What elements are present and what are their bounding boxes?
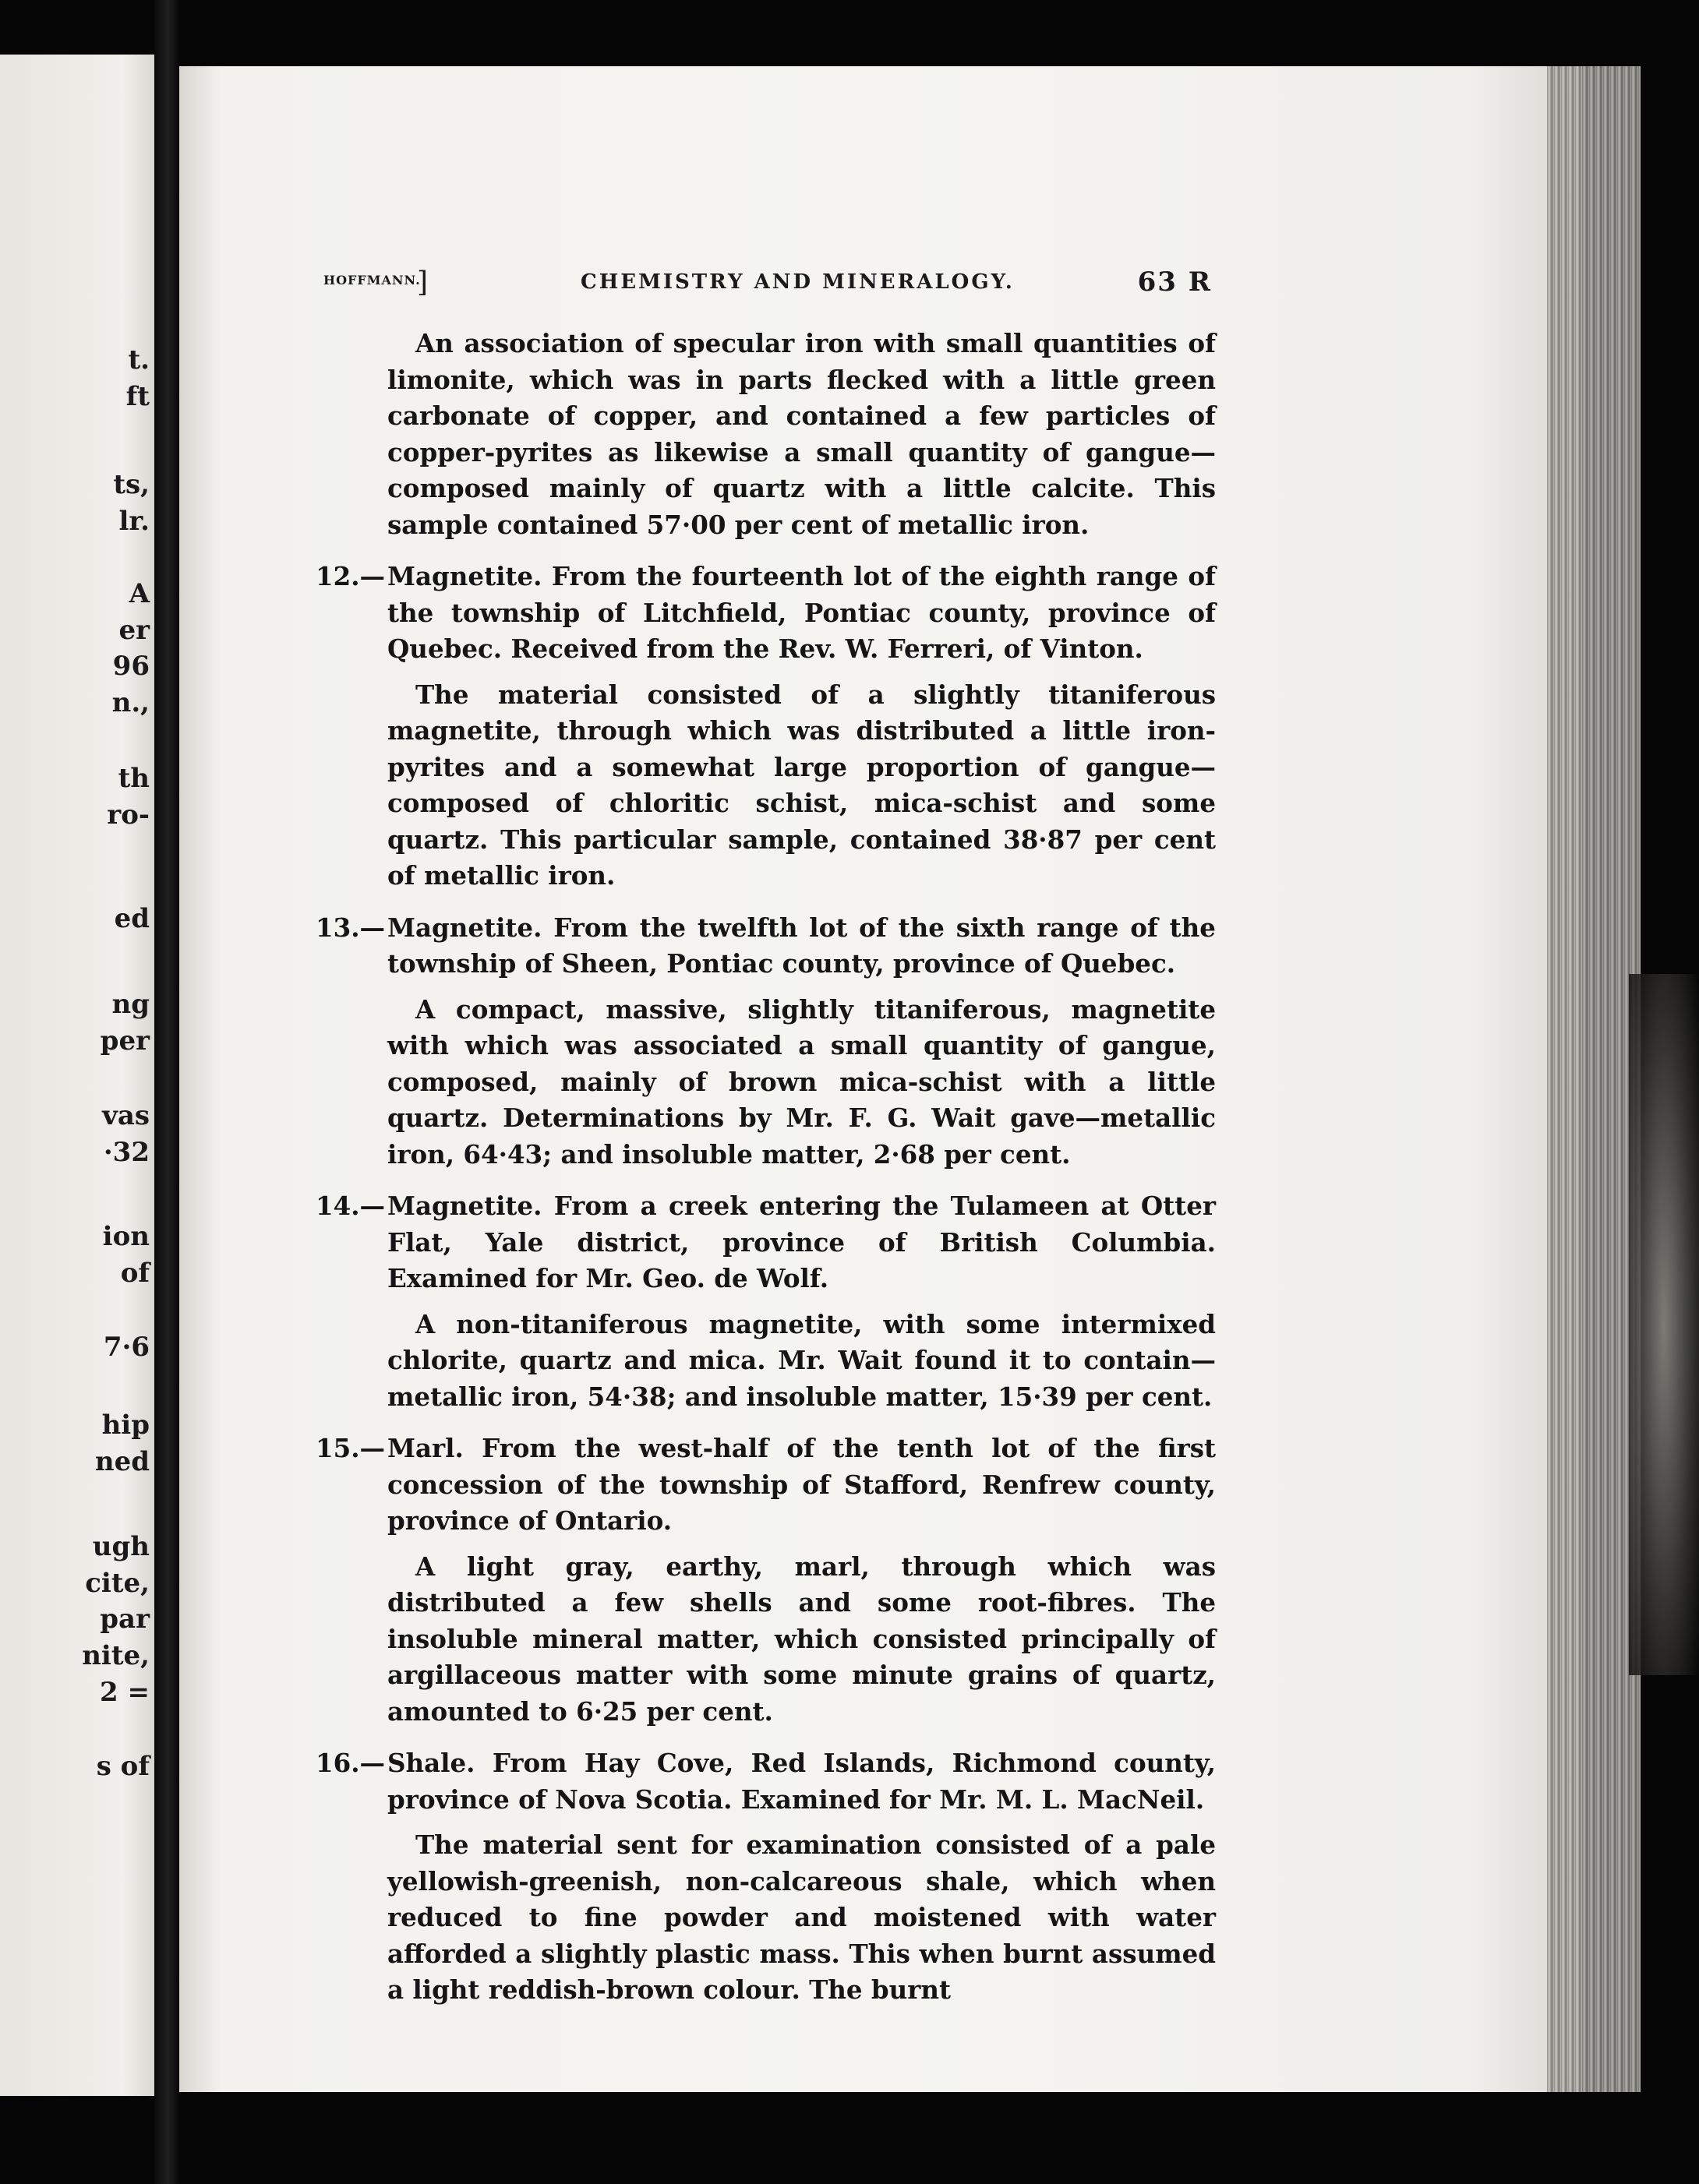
left-page-fragment: ft xyxy=(125,381,150,412)
paragraph: An association of specular iron with small quantities of limonite, which was in parts flecked with a little green carbonate of copper, and contained a few particles of copper-pyrites as likewise a small quantity of gangue—composed mainly of quartz with a little calcite. This sample contained 57·00 per cent of metallic iron. xyxy=(387,328,1216,540)
running-header-title: CHEMISTRY AND MINERALOGY. xyxy=(581,270,1015,294)
paragraph: A light gray, earthy, marl, through which was distributed a few shells and some root-fibres. The insoluble mineral matter, which consisted principally of argillaceous matter with some minute grains of quartz, amounted to 6·25 per cent. xyxy=(387,1551,1216,1727)
left-page-fragment: hip xyxy=(101,1410,150,1441)
left-page-fragment: n., xyxy=(111,687,150,718)
left-page-fragment: lr. xyxy=(118,506,150,537)
entry-number: 15.— xyxy=(316,1433,386,1463)
left-page-fragment: of xyxy=(120,1258,150,1289)
left-page-fragment: 96 xyxy=(112,651,150,682)
entry-number: 13.— xyxy=(316,912,386,943)
running-header-author: HOFFMANN. xyxy=(323,273,421,288)
page-edge-blur xyxy=(1629,974,1699,1675)
left-page-fragment: ng xyxy=(111,989,150,1020)
left-page xyxy=(0,55,154,2096)
entry-heading: 16.— Shale. From Hay Cove, Red Islands, Richmond county, province of Nova Scotia. Examined for Mr. M. L. MacNeil. xyxy=(316,1745,1216,1818)
page-body xyxy=(316,326,1216,2009)
left-page-fragment: vas xyxy=(102,1100,150,1131)
entry-number: 12.— xyxy=(316,561,386,591)
paragraph: The material sent for examination consisted of a pale yellowish-greenish, non-calcareous shale, which when reduced to fine powder and moistened with water afforded a slightly plastic mass. This when burnt assumed a light reddish-brown colour. The burnt xyxy=(387,1829,1216,2005)
page-number: 63 R xyxy=(1137,266,1212,298)
running-header xyxy=(323,266,1212,305)
left-page-fragment: per xyxy=(100,1025,150,1057)
left-page-fragment: 7·6 xyxy=(103,1332,150,1363)
left-page-fragment: A xyxy=(129,578,150,609)
left-page-fragment: er xyxy=(118,615,150,646)
entry-number: 16.— xyxy=(316,1748,386,1778)
entry-heading: 13.— Magnetite. From the twelfth lot of the sixth range of the township of Sheen, Pontiac county, province of Quebec. xyxy=(316,910,1216,983)
entry-heading: 12.— Magnetite. From the fourteenth lot of the eighth range of the township of Litchfield, Pontiac county, province of Quebec. Received from the Rev. W. Ferreri, of Vinton. xyxy=(316,559,1216,668)
entry-number: 14.— xyxy=(316,1191,386,1221)
paragraph: A non-titaniferous magnetite, with some intermixed chlorite, quartz and mica. Mr. Wait found it to contain—metallic iron, 54·38; and insoluble matter, 15·39 per cent. xyxy=(387,1308,1216,1412)
left-page-fragment: nite, xyxy=(82,1640,150,1671)
running-header-bracket: ] xyxy=(417,266,429,298)
book-spine xyxy=(154,0,179,2184)
left-page-fragment: ts, xyxy=(113,469,150,500)
paragraph: A compact, massive, slightly titaniferous, magnetite with which was associated a small quantity of gangue, composed, mainly of brown mica-schist with a little quartz. Determinations by Mr. F. G. Wait gave—metallic iron, 64·43; and insoluble matter, 2·68 per cent. xyxy=(387,993,1216,1170)
page-edge xyxy=(1547,66,1641,2092)
left-page-fragment: s of xyxy=(96,1751,150,1782)
left-page-fragment: t. xyxy=(128,344,150,376)
left-page-fragment: cite, xyxy=(85,1568,150,1599)
left-page-fragment: ion xyxy=(102,1221,150,1252)
left-page-fragment: par xyxy=(100,1604,150,1635)
left-page-fragment: ro- xyxy=(107,799,150,831)
left-page-fragment: ugh xyxy=(92,1531,150,1562)
entry-heading: 15.— Marl. From the west-half of the tenth lot of the first concession of the township of Stafford, Renfrew county, province of Ontario. xyxy=(316,1431,1216,1540)
left-page-fragment: ed xyxy=(114,903,150,934)
left-page-fragment: th xyxy=(118,763,150,794)
left-page-fragment: ned xyxy=(94,1446,150,1477)
paragraph: The material consisted of a slightly titaniferous magnetite, through which was distributed a little iron-pyrites and a somewhat large proportion of gangue—composed of chloritic schist, mica-schist and some quartz. This particular sample, contained 38·87 per cent of metallic iron. xyxy=(387,679,1216,891)
entry-heading: 14.— Magnetite. From a creek entering the Tulameen at Otter Flat, Yale district, province of British Columbia. Examined for Mr. Geo. de Wolf. xyxy=(316,1188,1216,1297)
left-page-fragment: 2 = xyxy=(100,1677,150,1708)
left-page-fragment: ·32 xyxy=(103,1137,150,1168)
